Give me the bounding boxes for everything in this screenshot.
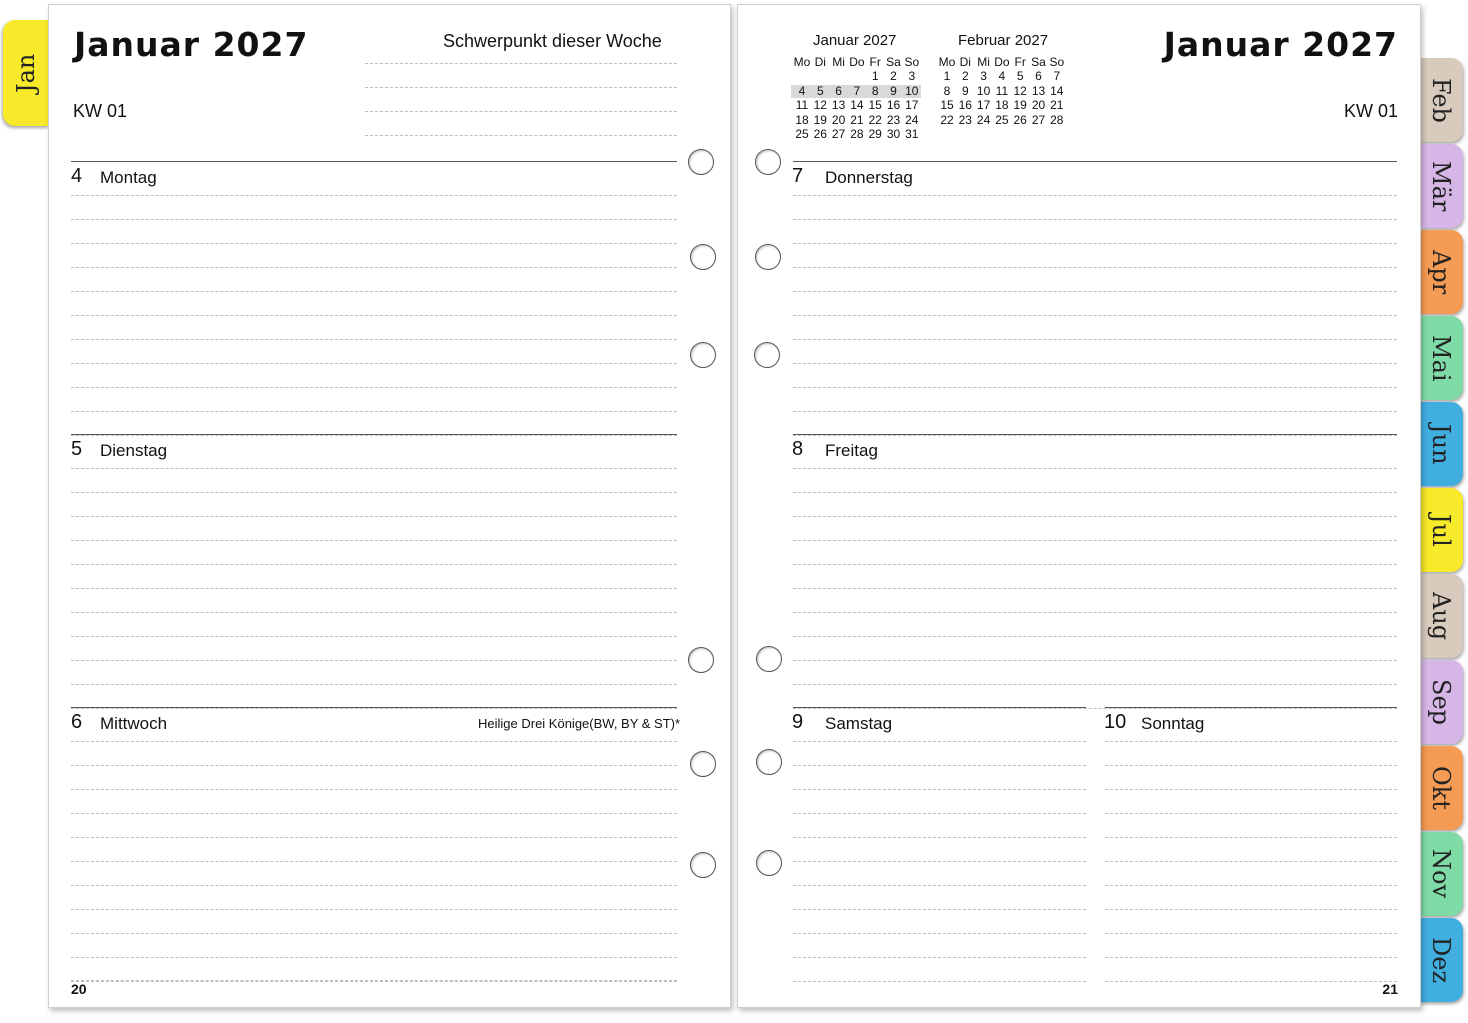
calendar-day: 18 [995, 98, 1009, 113]
weekday-header: Mo [938, 55, 956, 69]
calendar-day: 13 [1031, 83, 1046, 98]
tab-jun[interactable] [1419, 402, 1463, 486]
day-number-wednesday: 6 [71, 711, 83, 733]
calendar-day: 7 [853, 83, 861, 98]
day-name-wednesday: Mittwoch [100, 714, 168, 733]
weekday-header: Fr [1014, 55, 1026, 69]
ruled-line [793, 564, 1397, 565]
calendar-day: 17 [976, 98, 991, 113]
calendar-day: 4 [798, 83, 806, 98]
calendar-day: 28 [1050, 112, 1064, 127]
ruled-line [793, 363, 1397, 364]
section-divider [793, 707, 1086, 708]
tab-dez[interactable] [1419, 918, 1463, 1002]
ruled-line [71, 957, 677, 958]
ruled-line [793, 243, 1397, 244]
calendar-day: 24 [905, 112, 919, 127]
calendar-day: 8 [943, 83, 951, 98]
calendar-day: 22 [868, 112, 882, 127]
day-name-sunday: Sonntag [1141, 714, 1205, 733]
ruled-line [1105, 933, 1397, 934]
calendar-day: 22 [940, 112, 954, 127]
ruled-line [71, 861, 677, 862]
ruled-line [793, 765, 1086, 766]
ruled-line [793, 339, 1397, 340]
tab-label: Mär [1427, 160, 1455, 212]
ruled-line [71, 387, 677, 388]
tab-label: Nov [1427, 849, 1455, 899]
ruled-line [71, 219, 677, 220]
ruled-line [793, 660, 1397, 661]
ruled-line [365, 63, 677, 64]
weekday-header: Fr [869, 55, 881, 69]
ruled-line [365, 87, 677, 88]
weekday-header: Do [849, 55, 865, 69]
page-number: 20 [71, 981, 87, 997]
ruled-line [793, 708, 1397, 709]
ruled-line [793, 468, 1397, 469]
calendar-day: 10 [905, 83, 919, 98]
calendar-day: 3 [908, 69, 916, 84]
ruled-line [793, 933, 1086, 934]
tab-label: Okt [1427, 766, 1455, 810]
tab-label: Jan [12, 53, 40, 93]
binder-hole [756, 749, 782, 775]
weekday-header: Do [994, 55, 1010, 69]
calendar-day: 11 [795, 98, 809, 113]
ruled-line [793, 909, 1086, 910]
tab-jul[interactable] [1419, 488, 1463, 572]
ruled-line [1105, 861, 1397, 862]
section-divider [71, 161, 677, 162]
binder-hole [755, 149, 781, 175]
weekday-header: Di [959, 55, 971, 69]
ruled-line [71, 981, 677, 982]
day-number-friday: 8 [792, 438, 804, 460]
calendar-day: 30 [886, 127, 901, 141]
ruled-line [793, 291, 1397, 292]
ruled-line [1105, 813, 1397, 814]
tab-label: Aug [1427, 591, 1455, 641]
calendar-day: 5 [1016, 69, 1024, 84]
calendar-day: 15 [868, 98, 882, 113]
ruled-line [71, 980, 677, 981]
ruled-line [793, 636, 1397, 637]
ruled-line [793, 195, 1397, 196]
binder-hole [690, 852, 716, 878]
ruled-line [793, 588, 1397, 589]
calendar-day: 2 [961, 69, 969, 84]
calendar-day: 21 [850, 112, 864, 127]
ruled-line [71, 540, 677, 541]
binder-hole [755, 244, 781, 270]
ruled-line [71, 435, 677, 436]
section-divider [793, 161, 1397, 162]
tab-mai[interactable] [1419, 316, 1463, 400]
ruled-line [71, 612, 677, 613]
ruled-line [1105, 957, 1397, 958]
calendar-day: 25 [995, 112, 1009, 127]
ruled-line [1105, 741, 1397, 742]
ruled-line [71, 636, 677, 637]
binder-hole [690, 342, 716, 368]
calendar-day: 13 [831, 98, 846, 113]
calendar-day: 12 [1013, 83, 1027, 98]
week-focus-label: Schwerpunkt dieser Woche [443, 31, 662, 51]
ruled-line [71, 741, 677, 742]
ruled-line [793, 885, 1086, 886]
ruled-line [793, 981, 1086, 982]
ruled-line [793, 315, 1397, 316]
tab-jan[interactable] [3, 20, 49, 126]
mini-calendar-title-january: Januar 2027 [813, 32, 897, 49]
calendar-day: 19 [813, 112, 827, 127]
week-number: KW 01 [1343, 101, 1398, 121]
calendar-day: 29 [868, 127, 882, 141]
tab-label: Mai [1427, 334, 1455, 382]
section-divider [71, 434, 677, 435]
calendar-day: 21 [1050, 98, 1064, 113]
ruled-line [793, 813, 1086, 814]
weekday-header: Mo [793, 55, 811, 69]
calendar-day: 19 [1013, 98, 1027, 113]
ruled-line [71, 363, 677, 364]
page-number: 21 [1382, 981, 1398, 997]
calendar-day: 14 [1050, 83, 1064, 98]
ruled-line [71, 684, 677, 685]
calendar-day: 4 [998, 69, 1006, 84]
tab-aug[interactable] [1419, 574, 1463, 658]
day-name-thursday: Donnerstag [825, 168, 913, 187]
calendar-day: 16 [886, 98, 901, 113]
ruled-line [1105, 909, 1397, 910]
ruled-line [793, 957, 1086, 958]
calendar-day: 28 [850, 127, 864, 141]
weekday-header: Sa [886, 55, 901, 69]
calendar-day: 8 [871, 83, 879, 98]
ruled-line [793, 492, 1397, 493]
ruled-line [71, 195, 677, 196]
binder-hole [756, 646, 782, 672]
tab-label: Jun [1427, 423, 1455, 465]
weekday-header: Mi [977, 55, 990, 69]
ruled-line [71, 765, 677, 766]
ruled-line [71, 909, 677, 910]
day-name-saturday: Samstag [825, 714, 893, 733]
ruled-line [793, 684, 1397, 685]
binder-hole [756, 850, 782, 876]
tab-label: Feb [1427, 77, 1455, 123]
ruled-line [793, 612, 1397, 613]
page-title: Januar 2027 [1163, 25, 1398, 64]
day-name-tuesday: Dienstag [100, 441, 168, 460]
calendar-day: 23 [886, 112, 901, 127]
calendar-day: 24 [976, 112, 991, 127]
page-title: Januar 2027 [74, 25, 309, 64]
tab-feb[interactable] [1419, 58, 1463, 142]
day-name-monday: Montag [100, 168, 157, 187]
calendar-day: 5 [816, 83, 824, 98]
tab-label: Sep [1427, 678, 1455, 725]
calendar-day: 1 [871, 69, 879, 84]
weekday-header: Di [814, 55, 826, 69]
tab-nov[interactable] [1419, 832, 1463, 916]
calendar-day: 6 [1035, 69, 1042, 84]
ruled-line [71, 885, 677, 886]
day-name-friday: Freitag [825, 441, 878, 460]
ruled-line [71, 339, 677, 340]
ruled-line [793, 837, 1086, 838]
calendar-day: 14 [850, 98, 864, 113]
tab-okt[interactable] [1419, 746, 1463, 830]
ruled-line [71, 660, 677, 661]
calendar-day: 23 [958, 112, 972, 127]
day-number-thursday: 7 [792, 165, 804, 187]
ruled-line [71, 588, 677, 589]
calendar-day: 25 [795, 127, 809, 141]
binder-hole [688, 647, 714, 673]
ruled-line [71, 708, 677, 709]
calendar-day: 10 [976, 83, 991, 98]
calendar-day: 7 [1053, 69, 1061, 84]
ruled-line [71, 813, 677, 814]
ruled-line [1105, 885, 1397, 886]
ruled-line [1105, 765, 1397, 766]
left-page [48, 4, 731, 1008]
calendar-day: 2 [890, 69, 897, 84]
calendar-day: 26 [1013, 112, 1027, 127]
tab-label: Jul [1427, 513, 1455, 547]
calendar-day: 27 [1031, 112, 1046, 127]
weekday-header: Mi [832, 55, 845, 69]
section-divider [793, 434, 1397, 435]
day-number-sunday: 10 [1104, 711, 1127, 733]
ruled-line [793, 387, 1397, 388]
ruled-line [793, 411, 1397, 412]
calendar-day: 15 [940, 98, 954, 113]
ruled-line [71, 291, 677, 292]
calendar-day: 16 [958, 98, 972, 113]
binder-hole [690, 244, 716, 270]
ruled-line [793, 540, 1397, 541]
tab-apr[interactable] [1419, 230, 1463, 314]
section-divider [71, 707, 677, 708]
calendar-day: 27 [831, 127, 846, 141]
section-divider [1105, 707, 1397, 708]
ruled-line [365, 135, 677, 136]
right-page [737, 4, 1421, 1008]
tab-sep[interactable] [1419, 660, 1463, 744]
ruled-line [71, 789, 677, 790]
ruled-line [793, 435, 1397, 436]
ruled-line [1105, 981, 1397, 982]
calendar-day: 17 [905, 98, 919, 113]
day-number-saturday: 9 [792, 711, 804, 733]
calendar-day: 12 [813, 98, 827, 113]
ruled-line [71, 411, 677, 412]
binder-hole [690, 751, 716, 777]
ruled-line [1105, 837, 1397, 838]
ruled-line [1105, 789, 1397, 790]
calendar-day: 9 [890, 83, 897, 98]
calendar-day: 20 [1031, 98, 1046, 113]
tab-label: Apr [1427, 249, 1455, 295]
ruled-line [71, 315, 677, 316]
ruled-line [71, 468, 677, 469]
week-number: KW 01 [73, 101, 128, 121]
ruled-line [71, 492, 677, 493]
calendar-day: 20 [831, 112, 846, 127]
tab-label: Dez [1427, 936, 1455, 984]
ruled-line [365, 111, 677, 112]
calendar-day: 11 [995, 83, 1009, 98]
day-number-monday: 4 [71, 165, 83, 187]
ruled-line [71, 564, 677, 565]
ruled-line [793, 219, 1397, 220]
ruled-line [793, 789, 1086, 790]
calendar-day: 1 [943, 69, 951, 84]
binder-hole [754, 342, 780, 368]
weekday-header: So [1049, 55, 1065, 69]
ruled-line [793, 516, 1397, 517]
weekday-header: So [904, 55, 920, 69]
calendar-day: 26 [813, 127, 827, 141]
calendar-day: 9 [961, 83, 969, 98]
calendar-day: 18 [795, 112, 809, 127]
tab-mär[interactable] [1419, 144, 1463, 228]
ruled-line [793, 741, 1086, 742]
binder-hole [688, 149, 714, 175]
day-number-tuesday: 5 [71, 438, 83, 460]
calendar-day: 3 [980, 69, 987, 84]
weekday-header: Sa [1031, 55, 1046, 69]
ruled-line [793, 861, 1086, 862]
calendar-day: 6 [835, 83, 842, 98]
holiday-note: Heilige Drei Könige(BW, BY & ST)* [478, 716, 681, 731]
ruled-line [71, 837, 677, 838]
ruled-line [793, 267, 1397, 268]
ruled-line [71, 516, 677, 517]
ruled-line [71, 933, 677, 934]
mini-calendar-title-february: Februar 2027 [958, 32, 1049, 49]
ruled-line [71, 267, 677, 268]
calendar-day: 31 [905, 127, 919, 141]
ruled-line [71, 243, 677, 244]
